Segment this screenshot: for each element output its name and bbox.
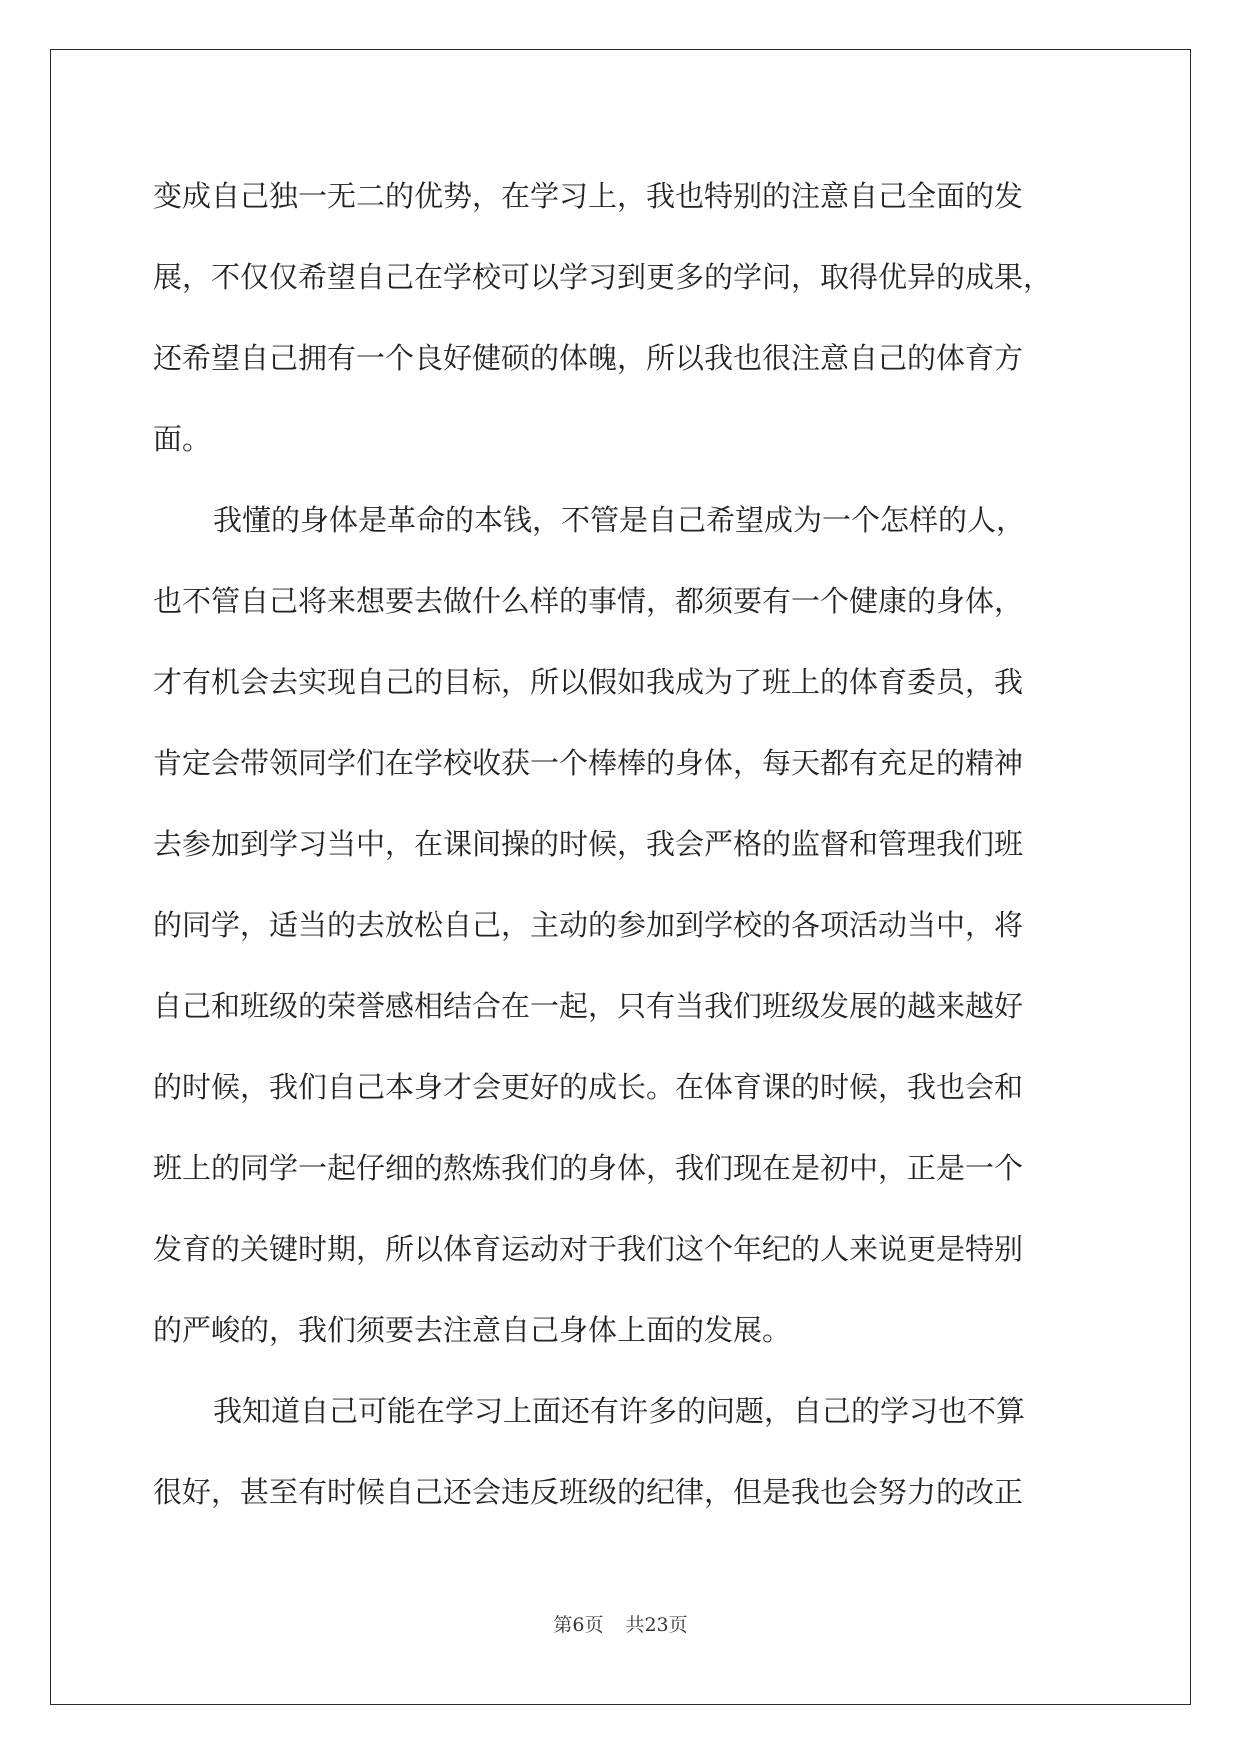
text-line: 的时候，我们自己本身才会更好的成长。在体育课的时候，我也会和	[153, 1070, 1024, 1104]
text-line: 的严峻的，我们须要去注意自己身体上面的发展。	[153, 1313, 792, 1347]
text-line: 展，不仅仅希望自己在学校可以学习到更多的学问，取得优异的成果，	[153, 260, 1053, 294]
page-number: 第6页	[553, 1614, 604, 1636]
text-line: 班上的同学一起仔细的熬炼我们的身体，我们现在是初中，正是一个	[153, 1151, 1024, 1185]
text-line: 才有机会去实现自己的目标，所以假如我成为了班上的体育委员，我	[153, 665, 1024, 699]
text-line: 去参加到学习当中，在课间操的时候，我会严格的监督和管理我们班	[153, 827, 1024, 861]
page-total: 共23页	[625, 1614, 688, 1636]
text-line: 变成自己独一无二的优势，在学习上，我也特别的注意自己全面的发	[153, 179, 1024, 213]
text-line: 肯定会带领同学们在学校收获一个棒棒的身体，每天都有充足的精神	[153, 746, 1024, 780]
paragraph-start-line: 我知道自己可能在学习上面还有许多的问题，自己的学习也不算	[213, 1394, 1026, 1428]
text-line: 也不管自己将来想要去做什么样的事情，都须要有一个健康的身体，	[153, 584, 1024, 618]
text-line: 还希望自己拥有一个良好健硕的体魄，所以我也很注意自己的体育方	[153, 341, 1024, 375]
text-line: 很好，甚至有时候自己还会违反班级的纪律，但是我也会努力的改正	[153, 1475, 1024, 1509]
document-body	[153, 156, 1093, 1533]
text-line: 自己和班级的荣誉感相结合在一起，只有当我们班级发展的越来越好	[153, 989, 1024, 1023]
paragraph-start-line: 我懂的身体是革命的本钱，不管是自己希望成为一个怎样的人，	[213, 503, 1026, 537]
page-footer	[0, 1610, 1241, 1637]
text-line: 发育的关键时期，所以体育运动对于我们这个年纪的人来说更是特别	[153, 1232, 1024, 1266]
text-line: 面。	[153, 422, 212, 456]
text-line: 的同学，适当的去放松自己，主动的参加到学校的各项活动当中，将	[153, 908, 1024, 942]
